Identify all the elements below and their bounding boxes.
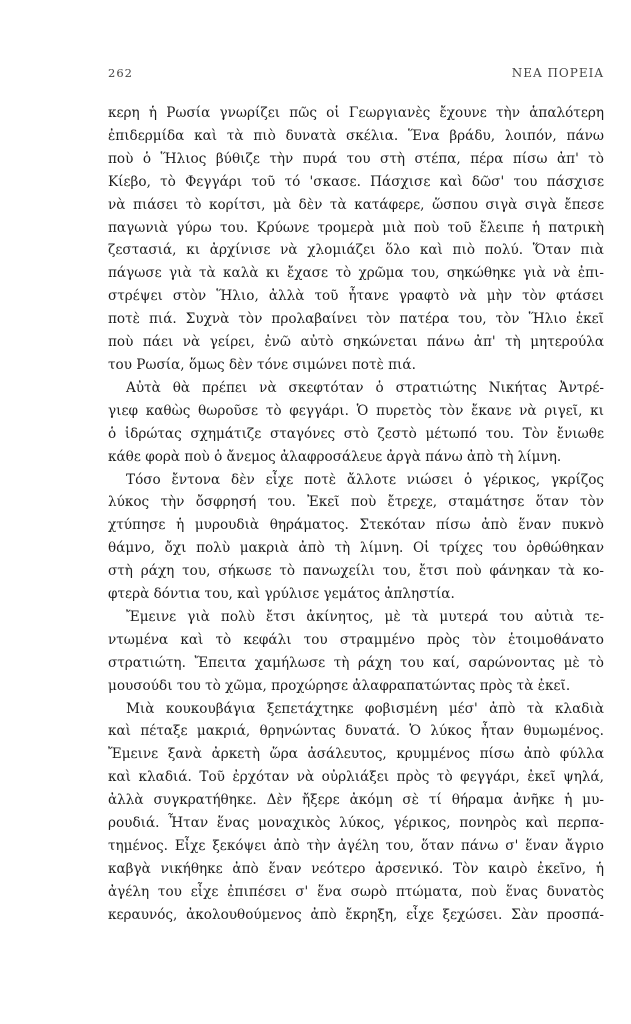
text-line: κεραυνός, ἀκολουθούμενος ἀπὸ ἔκρηξη, εἶχε ξεχώσει. Σὰν προσπά- <box>108 906 604 923</box>
text-line: φτερὰ δόντια του, καὶ γρύλισε γεμάτος ἀπληστία. <box>108 586 455 603</box>
page-number: 262 <box>108 66 133 80</box>
text-line: κερη ἡ Ρωσία γνωρίζει πῶς οἱ Γεωργιανὲς ἔχουνε τὴν ἁπαλότερη <box>108 105 604 121</box>
text-line: ζεστασιά, κι ἀρχίνισε νὰ χλομιάζει ὅλο καὶ πιὸ πολύ. Ὅταν πιὰ <box>108 242 604 259</box>
text-line: Μιὰ κουκουβάγια ξεπετάχτηκε φοβισμένη μέσ' ἀπὸ τὰ κλαδιὰ <box>126 700 604 717</box>
text-line: καὶ κλαδιά. Τοῦ ἐρχόταν νὰ οὐρλιάξει πρὸς τὸ φεγγάρι, ἐκεῖ ψηλά, <box>108 769 604 786</box>
text-line: γιεφ καθὼς θωροῦσε τὸ φεγγάρι. Ὁ πυρετὸς τὸν ἔκανε νὰ ριγεῖ, κι <box>108 402 604 419</box>
text-line: καὶ πέταξε μακριά, θρηνώντας δυνατά. Ὁ λύκος ἦταν θυμωμένος. <box>108 723 604 740</box>
text-line: στὴ ράχη του, σήκωσε τὸ πανωχείλι του, ἔτσι ποὺ φάνηκαν τὰ κο- <box>108 563 604 580</box>
text-line: ποὺ πάει νὰ γείρει, ἐνῶ αὐτὸ σηκώνεται πάνω ἀπ' τὴ μητερούλα <box>108 334 604 351</box>
text-line: ντωμένα καὶ τὸ κεφάλι του στραμμένο πρὸς τὸν ἑτοιμοθάνατο <box>108 631 604 648</box>
text-line: ἀγέλη του εἶχε ἐπιπέσει σ' ἕνα σωρὸ πτώματα, ποὺ ἕνας δυνατὸς <box>108 883 604 900</box>
text-line: Αὐτὰ θὰ πρέπει νὰ σκεφτόταν ὁ στρατιώτης Νικήτας Ἀντρέ- <box>126 379 604 396</box>
text-line: καβγὰ νικήθηκε ἀπὸ ἕναν νεότερο ἀρσενικό. Τὸν καιρὸ ἐκεῖνο, ἡ <box>108 860 604 877</box>
text-line: στρατιώτη. Ἔπειτα χαμήλωσε τὴ ράχη του καί, σαρώνοντας μὲ τὸ <box>108 654 604 671</box>
text-line: ἀλλὰ συγκρατήθηκε. Δὲν ἤξερε ἀκόμη σὲ τί θήραμα ἀνῆκε ἡ μυ- <box>108 792 604 809</box>
text-line: πάγωσε γιὰ τὰ καλὰ κι ἔχασε τὸ χρῶμα του, σηκώθηκε γιὰ νὰ ἐπι- <box>108 265 604 282</box>
text-line: παγωνιὰ γύρω του. Κρύωνε τρομερὰ μιὰ ποὺ τοῦ ἔλειπε ἡ πατρικὴ <box>108 219 604 236</box>
text-line: ρουδιά. Ἦταν ἕνας μοναχικὸς λύκος, γέρικος, πονηρὸς καὶ περπα- <box>108 815 604 832</box>
text-line: λύκος τὴν ὄσφρησή του. Ἐκεῖ ποὺ ἔτρεχε, σταμάτησε ὅταν τὸν <box>108 494 604 511</box>
text-line: νὰ πιάσει τὸ κορίτσι, μὰ δὲν τὰ κατάφερε, ὥσπου σιγὰ σιγὰ ἔπεσε <box>108 196 604 213</box>
text-line: ἐπιδερμίδα καὶ τὰ πιὸ δυνατὰ σκέλια. Ἕνα βράδυ, λοιπόν, πάνω <box>108 127 604 144</box>
text-line: ποὺ ὁ Ἥλιος βύθιζε τὴν πυρά του στὴ στέπα, πέρα πίσω ἀπ' τὸ <box>108 150 604 167</box>
text-line: Ἔμεινε γιὰ πολὺ ἔτσι ἀκίνητος, μὲ τὰ μυτερά του αὐτιὰ τε- <box>126 608 604 625</box>
text-line: στρέψει στὸν Ἥλιο, ἀλλὰ τοῦ ἦτανε γραφτὸ νὰ μὴν τὸν φτάσει <box>108 288 604 305</box>
text-line: χτύπησε ἡ μυρουδιὰ θηράματος. Στεκόταν πίσω ἀπὸ ἕναν πυκνὸ <box>108 517 604 534</box>
body-text <box>108 102 604 927</box>
running-title: ΝΕΑ ΠΟΡΕΙΑ <box>511 66 604 80</box>
text-line: ὁ ἱδρώτας σχημάτιζε σταγόνες στὸ ζεστὸ μέτωπό του. Τὸν ἔνιωθε <box>108 425 604 442</box>
text-line: του Ρωσία, ὅμως δὲν τόνε σιμώνει ποτὲ πιά. <box>108 356 416 373</box>
text-line: τημένος. Εἶχε ξεκόψει ἀπὸ τὴν ἀγέλη του, ὅταν πάνω σ' ἕναν ἄγριο <box>108 838 604 854</box>
text-line: θάμνο, ὄχι πολὺ μακριὰ ἀπὸ τὴ λίμνη. Οἱ τρίχες του ὀρθώθηκαν <box>108 540 604 557</box>
text-line: μουσούδι του τὸ χῶμα, προχώρησε ἀλαφραπατώντας πρὸς τὰ ἐκεῖ. <box>108 677 571 694</box>
text-line: Τόσο ἔντονα δὲν εἶχε ποτὲ ἄλλοτε νιώσει ὁ γέρικος, γκρίζος <box>126 471 604 488</box>
text-line: Ἔμεινε ξανὰ ἀρκετὴ ὥρα ἀσάλευτος, κρυμμένος πίσω ἀπὸ φύλλα <box>108 746 604 763</box>
text-line: κάθε φορὰ ποὺ ὁ ἄνεμος ἀλαφροσάλευε ἀργὰ πάνω ἀπὸ τὴ λίμνη. <box>108 448 562 465</box>
text-line: Κίεβο, τὸ Φεγγάρι τοῦ τό 'σκασε. Πάσχισε καὶ δῶσ' του πάσχισε <box>108 173 604 190</box>
text-line: ποτὲ πιά. Συχνὰ τὸν προλαβαίνει τὸν πατέρα του, τὸν Ἥλιο ἐκεῖ <box>108 311 604 328</box>
